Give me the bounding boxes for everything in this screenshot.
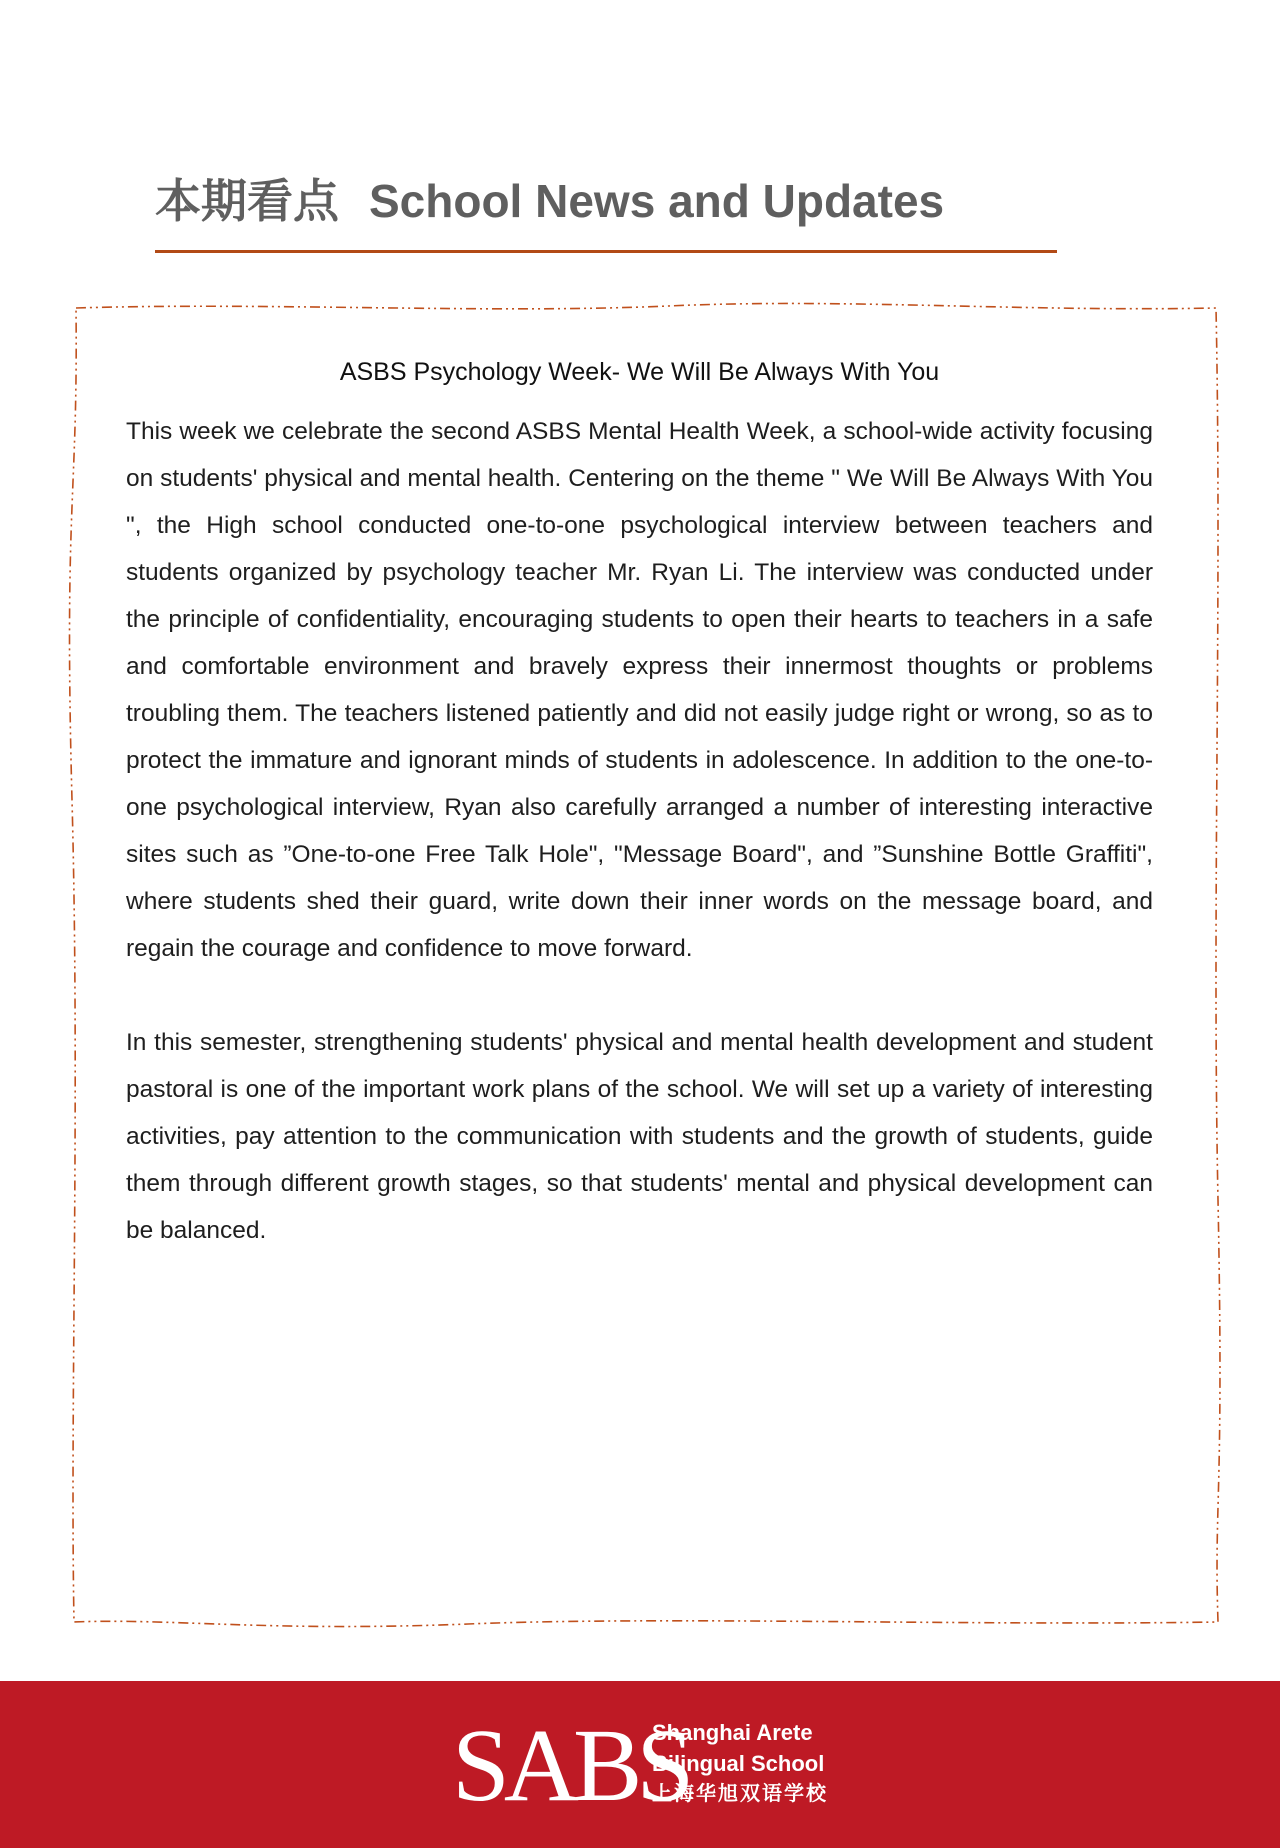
logo-mark: SABS	[452, 1708, 689, 1823]
logo-text	[652, 1717, 828, 1810]
page-title	[155, 170, 1057, 232]
school-logo	[452, 1708, 852, 1823]
article	[126, 352, 1153, 1254]
page-title-en: School News and Updates	[369, 175, 945, 227]
school-name-line1: Shanghai Arete	[652, 1720, 813, 1745]
article-heading: ASBS Psychology Week- We Will Be Always With You	[339, 358, 940, 386]
title-underline	[155, 250, 1057, 253]
school-name-line2: Bilingual School	[652, 1751, 825, 1776]
footer	[0, 1681, 1280, 1848]
school-name-zh: 上海华旭双语学校	[652, 1783, 828, 1805]
article-paragraph: This week we celebrate the second ASBS Mental Health Week, a school-wide activity focusing on students' physical and mental health. Centering on the theme " We Will Be Always With You ", the High school conducted one-to-one psychological interview between teachers and students organized by psychology teacher Mr. Ryan Li. The interview was conducted under the principle of confidentiality, encouraging students to open their hearts to teachers in a safe and comfortable environment and bravely express their innermost thoughts or problems troubling them. The teachers listened patiently and did not easily judge right or wrong, so as to protect the immature and ignorant minds of students in adolescence. In addition to the one-to-one psychological interview, Ryan also carefully arranged a number of interesting interactive sites such as ”One-to-one Free Talk Hole", "Message Board", and ”Sunshine Bottle Graffiti", where students shed their guard, write down their inner words on the message board, and regain the courage and confidence to move forward.	[126, 418, 1153, 962]
page-header	[155, 170, 1057, 232]
article-paragraph: In this semester, strengthening students' physical and mental health development and student pastoral is one of the important work plans of the school. We will set up a variety of interesting activities, pay attention to the communication with students and the growth of students, guide them through different growth stages, so that students' mental and physical development can be balanced.	[126, 1029, 1153, 1244]
page-title-zh: 本期看点	[155, 175, 339, 227]
